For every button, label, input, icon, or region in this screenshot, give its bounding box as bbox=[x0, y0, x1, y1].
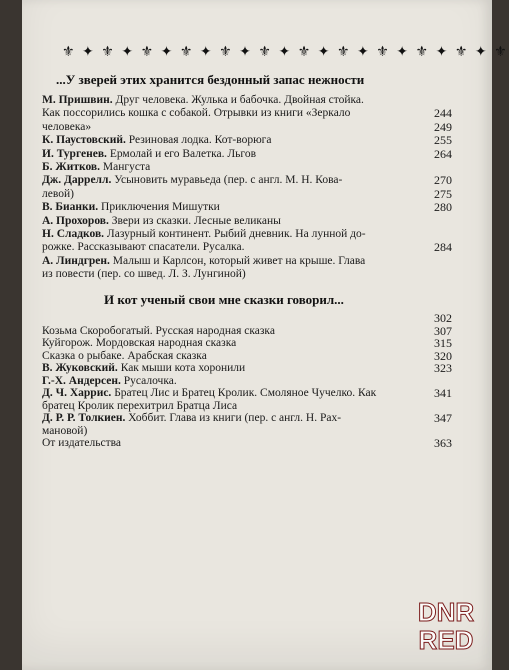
section1-entries bbox=[42, 94, 452, 281]
entry-author: Д. Ч. Харрис. bbox=[42, 387, 112, 399]
entry-author: К. Паустовский. bbox=[42, 134, 126, 147]
toc-entry bbox=[42, 188, 452, 201]
toc-entry bbox=[42, 268, 452, 281]
toc-entry bbox=[42, 228, 452, 241]
entry-title: Мангуста bbox=[102, 160, 151, 173]
toc-entry bbox=[42, 107, 452, 120]
entry-title: Как мыши кота хоронили bbox=[120, 362, 246, 374]
toc-entry bbox=[42, 400, 452, 413]
entry-author: Н. Сладков. bbox=[42, 227, 105, 240]
entry-title: Сказка о рыбаке. Арабская сказка bbox=[42, 349, 207, 362]
entry-title: Малыш и Карлсон, который живет на крыше. Глава bbox=[112, 254, 366, 267]
entry-title: братец Кролик перехитрил Братца Лиса bbox=[42, 399, 238, 412]
toc-entry bbox=[42, 148, 452, 161]
toc-entry bbox=[42, 241, 452, 254]
entry-page-number: 284 bbox=[434, 240, 452, 255]
entry-title: рожке. Рассказывают спасатели. Русалка. bbox=[42, 241, 245, 254]
watermark-logo bbox=[394, 598, 498, 658]
entry-page-number: 270 bbox=[434, 173, 452, 188]
toc-entry bbox=[42, 437, 452, 450]
toc-entry bbox=[42, 362, 452, 375]
toc-entry bbox=[42, 201, 452, 214]
entry-author: В. Бианки. bbox=[42, 201, 99, 214]
entry-author: В. Жуковский. bbox=[42, 362, 118, 374]
entry-page-number: 255 bbox=[434, 133, 452, 148]
entry-title: Козьма Скоробогатый. Русская народная сказка bbox=[42, 324, 275, 337]
entry-page-number: 363 bbox=[434, 436, 452, 450]
entry-title: Братец Лис и Братец Кролик. Смоляное Чучелко. Как bbox=[114, 387, 377, 399]
entry-title: Усыновить муравьеда (пер. с англ. М. Н. Кова- bbox=[114, 174, 343, 187]
entry-page-number: 347 bbox=[434, 411, 452, 425]
entry-title: левой) bbox=[42, 187, 74, 200]
entry-title: мановой) bbox=[42, 424, 88, 437]
entry-page-number: 249 bbox=[434, 119, 452, 134]
watermark-line1: DNR bbox=[417, 597, 475, 627]
toc-entry bbox=[42, 350, 452, 363]
section2-title: И кот ученый свои мне сказки говорил... bbox=[104, 292, 344, 307]
entry-page-number: 323 bbox=[434, 361, 452, 375]
entry-page-number: 341 bbox=[434, 386, 452, 400]
toc-entry bbox=[42, 174, 452, 187]
entry-author: М. Пришвин. bbox=[42, 94, 113, 106]
entry-author: И. Тургенев. bbox=[42, 147, 107, 160]
ornament-border: ⚜ ✦ ⚜ ✦ ⚜ ✦ ⚜ ✦ ⚜ ✦ ⚜ ✦ ⚜ ✦ ⚜ ✦ ⚜ ✦ ⚜ ✦ ⚜ ✦ ⚜ bbox=[62, 45, 509, 60]
toc-entry bbox=[42, 375, 452, 388]
entry-page-number: 280 bbox=[434, 200, 452, 215]
entry-title: Куйгорож. Мордовская народная сказка bbox=[42, 337, 237, 349]
toc-entry bbox=[42, 94, 452, 107]
toc-entry bbox=[42, 134, 452, 147]
entry-page-number: 307 bbox=[434, 323, 452, 338]
entry-title: Друг человека. Жулька и бабочка. Двойная стойка. bbox=[115, 94, 364, 106]
watermark-line2: RED bbox=[418, 625, 474, 655]
section1-title: ...У зверей этих хранится бездонный запас нежности bbox=[56, 72, 365, 87]
entry-page-number: 302 bbox=[434, 311, 452, 325]
toc-entry bbox=[42, 215, 452, 228]
section2-entries bbox=[42, 312, 452, 450]
entry-title: Приключения Мишутки bbox=[101, 201, 220, 214]
entry-title: Лазурный континент. Рыбий дневник. На лунной до- bbox=[106, 227, 366, 240]
entry-title: человека» bbox=[42, 120, 92, 133]
entry-page-number: 244 bbox=[434, 106, 452, 121]
entry-title: Русалочка. bbox=[123, 374, 177, 387]
entry-author: А. Прохоров. bbox=[42, 214, 109, 227]
toc-entry bbox=[42, 255, 452, 268]
toc-entry bbox=[42, 412, 452, 425]
toc-entry bbox=[42, 121, 452, 134]
toc-entry bbox=[42, 425, 452, 438]
toc-entry bbox=[42, 337, 452, 350]
entry-page-number: 275 bbox=[434, 186, 452, 201]
entry-page-number: 315 bbox=[434, 336, 452, 350]
entry-page-number: 320 bbox=[434, 348, 452, 363]
toc-entry bbox=[42, 325, 452, 338]
toc-entry bbox=[42, 387, 452, 400]
entry-author: Д. Р. Р. Толкиен. bbox=[42, 412, 126, 424]
entry-title: Резиновая лодка. Кот-ворюга bbox=[128, 134, 272, 147]
entry-author: Б. Житков. bbox=[42, 160, 101, 173]
entry-title: Как поссорились кошка с собакой. Отрывки из книги «Зеркало bbox=[42, 107, 351, 120]
book-page bbox=[22, 0, 509, 670]
entry-page-number: 264 bbox=[434, 146, 452, 161]
entry-title: из повести (пер. со швед. Л. З. Лунгиной) bbox=[42, 268, 246, 281]
entry-title: Хоббит. Глава из книги (пер. с англ. Н. Рах- bbox=[128, 412, 342, 424]
toc-entry bbox=[42, 312, 452, 325]
toc-entry bbox=[42, 161, 452, 174]
entry-author: Дж. Даррелл. bbox=[42, 174, 112, 187]
entry-title: Ермолай и его Валетка. Льгов bbox=[109, 147, 257, 160]
entry-title: От издательства bbox=[42, 437, 121, 449]
entry-author: А. Линдгрен. bbox=[42, 254, 110, 267]
entry-author: Г.-Х. Андерсен. bbox=[42, 374, 121, 387]
entry-title: Звери из сказки. Лесные великаны bbox=[111, 214, 281, 227]
